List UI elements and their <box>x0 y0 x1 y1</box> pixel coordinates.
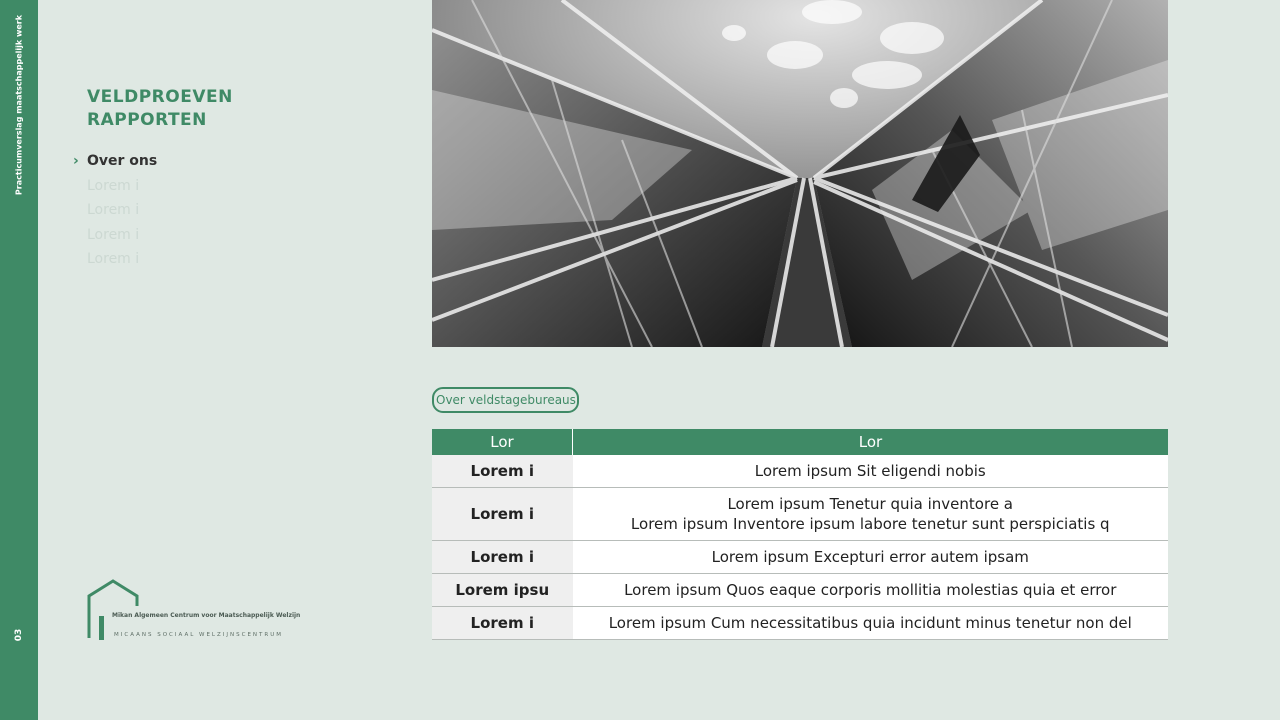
page-number: 03 <box>14 628 24 642</box>
nav-item[interactable]: Lorem i <box>87 202 140 218</box>
row-value: Lorem ipsum Sit eligendi nobis <box>573 455 1169 488</box>
organization-name: Mikan Algemeen Centrum voor Maatschappelijk Welzijn <box>112 612 301 619</box>
table-row <box>432 455 1168 488</box>
table-row <box>432 541 1168 574</box>
row-value-line: Lorem ipsum Tenetur quia inventore a <box>727 495 1014 513</box>
heading-line-1: VELDPROEVEN <box>87 87 233 107</box>
organization-tagline: MICAANS SOCIAAL WELZIJNSCENTRUM <box>114 632 283 638</box>
row-key: Lorem i <box>432 607 573 640</box>
nav-item-label: Over ons <box>87 153 158 169</box>
nav-item[interactable]: Lorem i <box>87 177 140 194</box>
column-header: Lor <box>573 429 1169 455</box>
row-value: Lorem ipsum Cum necessitatibus quia incidunt minus tenetur non del <box>573 607 1169 640</box>
building-photo-image <box>432 0 1168 347</box>
row-key: Lorem i <box>432 455 573 488</box>
building-photo <box>432 0 1168 347</box>
row-value: Lorem ipsum Quos eaque corporis mollitia molestias quia et error <box>573 574 1169 607</box>
document-title: Practicumverslag maatschappelijk werk <box>14 14 24 196</box>
page-heading <box>87 86 233 132</box>
row-key: Lorem i <box>432 541 573 574</box>
heading-line-2: RAPPORTEN <box>87 110 207 130</box>
nav-item[interactable]: Lorem i <box>87 226 140 243</box>
table-row <box>432 488 1168 541</box>
sidebar <box>0 0 38 720</box>
section-nav <box>73 151 158 274</box>
section-tag-button[interactable]: Over veldstagebureaus <box>432 387 579 413</box>
nav-item[interactable]: Lorem i <box>87 251 140 267</box>
info-table <box>432 429 1168 640</box>
row-key: Lorem i <box>432 488 573 541</box>
chevron-right-icon: › <box>73 153 79 169</box>
table-row <box>432 607 1168 640</box>
table-header-row <box>432 429 1168 455</box>
column-header: Lor <box>432 429 573 455</box>
nav-item-over-ons[interactable] <box>73 151 158 176</box>
table-row <box>432 574 1168 607</box>
row-value <box>573 488 1169 541</box>
row-key: Lorem ipsu <box>432 574 573 607</box>
row-value: Lorem ipsum Excepturi error autem ipsam <box>573 541 1169 574</box>
row-value-line: Lorem ipsum Inventore ipsum labore tenetur sunt perspiciatis q <box>630 515 1110 533</box>
